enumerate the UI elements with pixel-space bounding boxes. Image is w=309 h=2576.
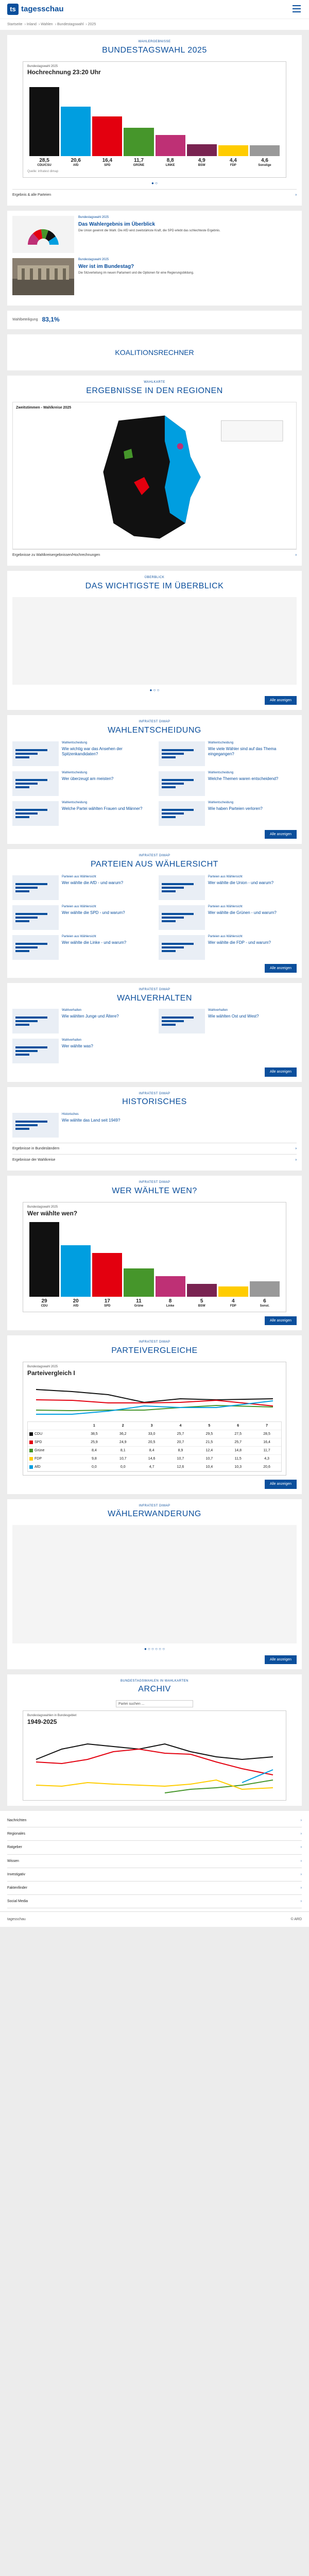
chart-title: Wer wählte wen? [27, 1209, 78, 1217]
teaser-text: Parteien aus Wählersicht Wer wählte die FDP - und warum? [208, 935, 271, 945]
history-grid [12, 1113, 297, 1138]
seat-chart-thumbnail [12, 216, 74, 253]
footer-brand[interactable]: tagesschau [7, 1917, 26, 1921]
teaser-tile[interactable] [159, 771, 297, 796]
bar-spd [92, 1253, 122, 1297]
turnout-value: 83,1% [42, 316, 60, 324]
table-header: 3 [138, 1422, 166, 1430]
teaser-title[interactable]: Wer wählte die Linke - und warum? [62, 940, 127, 945]
behavior-overline: INFRATEST DIMAP [139, 988, 170, 991]
link-row[interactable]: Ergebnisse der Wahlkreise › [12, 1154, 297, 1165]
decision-title: WAHLENTSCHEIDUNG [108, 726, 201, 735]
teaser-text: Wahlentscheidung Wie viele Wähler sind auf das Thema eingegangen? [208, 741, 297, 766]
brand-logo[interactable]: ts [7, 4, 19, 15]
menu-icon[interactable] [293, 5, 301, 12]
behavior-title: WAHLVERHALTEN [117, 993, 192, 1003]
comparison-title: PARTEIVERGLEICHE [111, 1346, 198, 1355]
bar-labels [27, 157, 282, 168]
migration-title: WÄHLERWANDERUNG [108, 1510, 201, 1519]
bar-bsw [187, 1284, 217, 1297]
footer-link[interactable]: Nachrichten › [7, 1814, 302, 1827]
bar-label: 20,6 AfD [71, 158, 81, 167]
regions-card [7, 376, 302, 566]
archive-card [7, 1674, 302, 1806]
footer-copyright: © ARD [290, 1917, 302, 1921]
who-voted-overline: INFRATEST DIMAP [139, 1181, 170, 1184]
teaser-title[interactable]: Wer wählte die AfD - und warum? [62, 880, 124, 885]
teaser-tile[interactable] [12, 905, 150, 930]
news-title[interactable]: Das Wahlergebnis im Überblick [78, 221, 156, 227]
bar-labels [27, 1298, 282, 1309]
teaser-text: Wahlverhalten Wer wählte was? [62, 1039, 93, 1049]
comparison-overline: INFRATEST DIMAP [139, 1341, 170, 1344]
bar-fdp [218, 1286, 248, 1297]
bar-cducsu [29, 87, 59, 156]
bar-label: 4,6 Sonstige [258, 158, 271, 167]
bar-label: 4,4 FDP [229, 158, 237, 167]
footer-link[interactable]: Regionales › [7, 1827, 302, 1841]
election-overline: WAHLERGEBNISSE [138, 40, 171, 44]
teaser-text: Wahlentscheidung Wie haben Parteien verloren? [208, 801, 263, 811]
teaser-title[interactable]: Wie haben Parteien verloren? [208, 806, 263, 811]
more-button[interactable]: Alle anzeigen [265, 696, 297, 705]
teaser-text: Wahlentscheidung Welche Themen waren entscheidend? [208, 771, 279, 781]
decision-grid [12, 741, 297, 826]
comparison-card [7, 1335, 302, 1494]
archive-chart [23, 1710, 286, 1801]
voter-view-card [7, 849, 302, 978]
bar-label: 17 SPD [104, 1298, 111, 1308]
teaser-title[interactable]: Wer wählte was? [62, 1044, 93, 1049]
teaser-thumbnail [159, 1009, 205, 1033]
more-button[interactable]: Alle anzeigen [265, 1655, 297, 1664]
teaser-tile[interactable] [159, 905, 297, 930]
regions-link[interactable]: Ergebnisse zu Wahlkreisergebnissen/Hochrechnungen › [12, 549, 297, 561]
bar-spd [92, 116, 122, 156]
news-desc: Die Union gewinnt die Wahl. Die AfD wird zweitstärkste Kraft, die SPD erlebt das schlechteste Ergebnis. [78, 229, 220, 232]
teaser-tile[interactable] [12, 741, 150, 766]
decision-overline: INFRATEST DIMAP [139, 720, 170, 724]
table-header [28, 1422, 80, 1430]
history-card [7, 1087, 302, 1171]
who-voted-card [7, 1176, 302, 1330]
table-header: 1 [80, 1422, 109, 1430]
coalition-title[interactable]: KOALITIONSRECHNER [115, 348, 194, 357]
teaser-tile[interactable] [12, 1009, 150, 1033]
teaser-tile[interactable] [159, 1009, 297, 1033]
overview-overline: ÜBERBLICK [144, 576, 165, 580]
results-link[interactable]: Ergebnis & alle Parteien › [12, 189, 297, 200]
party-search-input[interactable]: Partei suchen ... [116, 1700, 193, 1707]
bar-afd [61, 107, 91, 157]
teaser-thumbnail [159, 741, 205, 766]
bar-grne [124, 128, 153, 156]
teaser-title[interactable]: Wer überzeugt am meisten? [62, 776, 114, 781]
teaser-title[interactable]: Wer wählte die SPD - und warum? [62, 910, 125, 915]
chart-source: Quelle: infratest dimap [27, 170, 59, 173]
breadcrumb-item[interactable]: Bundestagswahl [57, 23, 84, 26]
bar-linke [156, 1276, 185, 1297]
regions-title: ERGEBNISSE IN DEN REGIONEN [86, 386, 223, 395]
teaser-title[interactable]: Wer wählte die Union - und warum? [208, 880, 274, 885]
election-card [7, 35, 302, 206]
news-overline: Bundestagswahl 2025 [78, 258, 109, 262]
table-header: 4 [166, 1422, 195, 1430]
chart-title: Parteivergleich I [27, 1369, 75, 1377]
breadcrumb-item: 2025 [88, 23, 96, 26]
chart-title: Hochrechnung 23:20 Uhr [27, 69, 101, 76]
bar-series [27, 1219, 282, 1297]
teaser-thumbnail [12, 801, 59, 826]
germany-map[interactable] [16, 410, 293, 544]
voter-view-grid [12, 875, 297, 960]
teaser-thumbnail [12, 935, 59, 960]
history-overline: INFRATEST DIMAP [139, 1092, 170, 1095]
teaser-thumbnail [159, 801, 205, 826]
bar-label: 5 BSW [198, 1298, 205, 1308]
migration-carousel[interactable] [12, 1525, 297, 1643]
table-row: FDP 9,8 10,7 14,6 10,7 10,7 11,5 4,3 [28, 1455, 281, 1463]
behavior-card [7, 983, 302, 1082]
bar-label: 4,9 BSW [198, 158, 205, 167]
brand-name[interactable]: tagesschau [21, 5, 64, 14]
table-row: SPD 25,9 24,9 20,5 20,7 21,5 25,7 16,4 [28, 1438, 281, 1447]
projection-chart [23, 61, 286, 178]
breadcrumb-item[interactable]: Startseite [7, 23, 23, 26]
more-button[interactable]: Alle anzeigen [265, 1316, 297, 1325]
footer-link[interactable]: Wissen › [7, 1855, 302, 1868]
who-voted-title: WER WÄHLTE WEN? [112, 1187, 197, 1196]
history-title: HISTORISCHES [122, 1097, 187, 1107]
comparison-chart [23, 1362, 286, 1476]
more-button[interactable]: Alle anzeigen [265, 830, 297, 839]
teaser-text: Wahlentscheidung Wie wichtig war das Ansehen der Spitzenkandidaten? [62, 741, 150, 766]
archive-title: ARCHIV [138, 1685, 171, 1694]
news-card [7, 211, 302, 306]
carousel-dots[interactable]: ● ○ [151, 180, 158, 185]
teaser-text: Parteien aus Wählersicht Wer wählte die Linke - und warum? [62, 935, 127, 945]
footer-link[interactable]: Investigativ › [7, 1868, 302, 1882]
footer-bar [0, 1911, 309, 1927]
more-button[interactable]: Alle anzeigen [265, 964, 297, 973]
bar-afd [61, 1245, 91, 1297]
migration-overline: INFRATEST DIMAP [139, 1504, 170, 1507]
teaser-thumbnail [12, 1039, 59, 1063]
teaser-text: Parteien aus Wählersicht Wer wählte die Grünen - und warum? [208, 905, 277, 915]
teaser-thumbnail [159, 935, 205, 960]
map-title: Zweitstimmen - Wahlkreise 2025 [16, 405, 72, 410]
bar-bsw [187, 144, 217, 156]
chart-subtitle: Bundestagswahl 2025 [27, 1205, 58, 1209]
bar-label: 8 Linke [166, 1298, 175, 1308]
bar-label: 29 CDU [41, 1298, 48, 1308]
teaser-text: Wahlentscheidung Wer überzeugt am meisten? [62, 771, 114, 781]
teaser-title[interactable]: Wer wählte die Grünen - und warum? [208, 910, 277, 915]
teaser-tile[interactable] [12, 771, 150, 796]
footer-nav [0, 1811, 309, 1911]
carousel-dots[interactable]: ● ○ ○ ○ ○ ○ [144, 1647, 165, 1652]
teaser-tile[interactable] [159, 935, 297, 960]
teaser-tile[interactable] [159, 801, 297, 826]
bundestag-photo [12, 258, 74, 295]
teaser-thumbnail [12, 741, 59, 766]
teaser-tile[interactable] [12, 935, 150, 960]
teaser-thumbnail [12, 1113, 59, 1138]
chart-subtitle: Bundestagswahl 2025 [27, 64, 58, 68]
carousel-dots[interactable]: ● ○ ○ [149, 688, 160, 692]
news-title[interactable]: Wer ist im Bundestag? [78, 263, 134, 269]
decision-card [7, 715, 302, 844]
bar-sonstige [250, 145, 280, 157]
overview-card [7, 571, 302, 710]
teaser-thumbnail [159, 905, 205, 930]
migration-card [7, 1499, 302, 1669]
teaser-title[interactable]: Wie wählten Junge und Ältere? [62, 1014, 119, 1019]
teaser-title[interactable]: Welche Themen waren entscheidend? [208, 776, 279, 781]
teaser-thumbnail [12, 1009, 59, 1033]
teaser-thumbnail [12, 771, 59, 796]
news-item[interactable] [12, 216, 297, 253]
teaser-text: Wahlverhalten Wie wählten Junge und Ältere? [62, 1009, 119, 1019]
bar-grne [124, 1268, 153, 1297]
overview-title: DAS WICHTIGSTE IM ÜBERBLICK [85, 582, 224, 591]
comparison-lines [27, 1379, 282, 1415]
bar-label: 16,4 SPD [102, 158, 113, 167]
chart-subtitle: Bundestagswahlen in Bundesgebiet [27, 1714, 77, 1718]
bar-label: 20 AfD [73, 1298, 79, 1308]
breadcrumb-item[interactable]: Inland [26, 23, 37, 26]
table-header: 5 [195, 1422, 224, 1430]
news-overline: Bundestagswahl 2025 [78, 216, 109, 219]
bar-label: 4 FDP [230, 1298, 236, 1308]
news-desc: Die Sitzverteilung im neuen Parlament und die Optionen für eine Regierungsbildung. [78, 271, 194, 275]
election-title: BUNDESTAGSWAHL 2025 [102, 45, 207, 55]
overview-carousel[interactable] [12, 597, 297, 685]
teaser-thumbnail [12, 905, 59, 930]
regions-overline: WAHLKARTE [144, 380, 165, 384]
teaser-thumbnail [12, 875, 59, 900]
footer-link[interactable]: Faktenfinder › [7, 1882, 302, 1895]
more-button[interactable]: Alle anzeigen [265, 1067, 297, 1076]
news-item[interactable] [12, 258, 297, 295]
teaser-title[interactable]: Wie viele Wähler sind auf das Thema eingegangen? [208, 746, 277, 757]
bar-label: 28,5 CDU/CSU [37, 158, 52, 167]
teaser-tile[interactable] [159, 741, 297, 766]
teaser-thumbnail [159, 771, 205, 796]
teaser-tile[interactable] [12, 801, 150, 826]
table-row: CDU 38,5 36,2 33,0 25,7 29,5 27,5 28,5 [28, 1430, 281, 1438]
teaser-text: Parteien aus Wählersicht Wer wählte die AfD - und warum? [62, 875, 124, 885]
bar-cdu [29, 1222, 59, 1297]
map-box [12, 402, 297, 550]
chart-subtitle: Bundestagswahl 2025 [27, 1365, 58, 1368]
teaser-title[interactable]: Wie wählte das Land seit 1949? [62, 1117, 121, 1123]
site-header [0, 0, 309, 19]
chart-title: 1949-2025 [27, 1718, 57, 1725]
table-header: 6 [224, 1422, 252, 1430]
archive-lines [27, 1728, 282, 1795]
table-header: 2 [109, 1422, 138, 1430]
table-header: 7 [252, 1422, 281, 1430]
breadcrumb: Startseite › Inland › Wahlen › Bundestagswahl › 2025 [0, 19, 309, 30]
breadcrumb-item[interactable]: Wahlen [41, 23, 53, 26]
turnout-card [7, 311, 302, 329]
behavior-grid [12, 1009, 297, 1063]
comparison-table [28, 1422, 281, 1472]
teaser-text: Historisches Wie wählte das Land seit 1949? [62, 1113, 121, 1123]
teaser-text: Wahlentscheidung Welche Partei wählten Frauen und Männer? [62, 801, 143, 811]
teaser-text: Parteien aus Wählersicht Wer wählte die Union - und warum? [208, 875, 274, 885]
footer-link[interactable]: Social Media › [7, 1895, 302, 1908]
table-row: AfD 0,0 0,0 4,7 12,6 10,4 10,3 20,6 [28, 1463, 281, 1471]
link-row[interactable]: Ergebnisse in Bundesländern › [12, 1143, 297, 1154]
teaser-text: Parteien aus Wählersicht Wer wählte die SPD - und warum? [62, 905, 125, 915]
bar-sonst [250, 1281, 280, 1297]
coalition-card[interactable] [7, 334, 302, 370]
bar-label: 8,8 LINKE [165, 158, 175, 167]
table-row: Grüne 8,4 8,1 8,4 8,9 12,4 14,8 11,7 [28, 1447, 281, 1455]
teaser-tile[interactable] [12, 875, 150, 900]
turnout-label: Wahlbeteiligung [12, 318, 38, 322]
teaser-tile[interactable] [12, 1039, 150, 1063]
bar-series [27, 79, 282, 156]
bar-label: 6 Sonst. [260, 1298, 270, 1308]
teaser-thumbnail [159, 875, 205, 900]
who-voted-chart [23, 1202, 286, 1312]
archive-overline: BUNDESTAGSWAHLEN IN WAHLKARTEN [120, 1679, 189, 1683]
bar-label: 11,7 GRÜNE [133, 158, 145, 167]
bar-fdp [218, 145, 248, 156]
voter-view-overline: INFRATEST DIMAP [139, 854, 170, 858]
bar-linke [156, 135, 185, 156]
teaser-title[interactable]: Wie wichtig war das Ansehen der Spitzenkandidaten? [62, 746, 123, 757]
teaser-tile[interactable] [159, 875, 297, 900]
teaser-tile[interactable] [12, 1113, 150, 1138]
bar-label: 11 Grüne [134, 1298, 144, 1308]
teaser-title[interactable]: Wer wählte die FDP - und warum? [208, 940, 271, 945]
voter-view-title: PARTEIEN AUS WÄHLERSICHT [91, 859, 218, 869]
teaser-text: Wahlverhalten Wie wählten Ost und West? [208, 1009, 259, 1019]
teaser-title[interactable]: Welche Partei wählten Frauen und Männer? [62, 806, 143, 811]
teaser-title[interactable]: Wie wählten Ost und West? [208, 1014, 259, 1019]
more-button[interactable]: Alle anzeigen [265, 1480, 297, 1488]
footer-link[interactable]: Ratgeber › [7, 1841, 302, 1854]
